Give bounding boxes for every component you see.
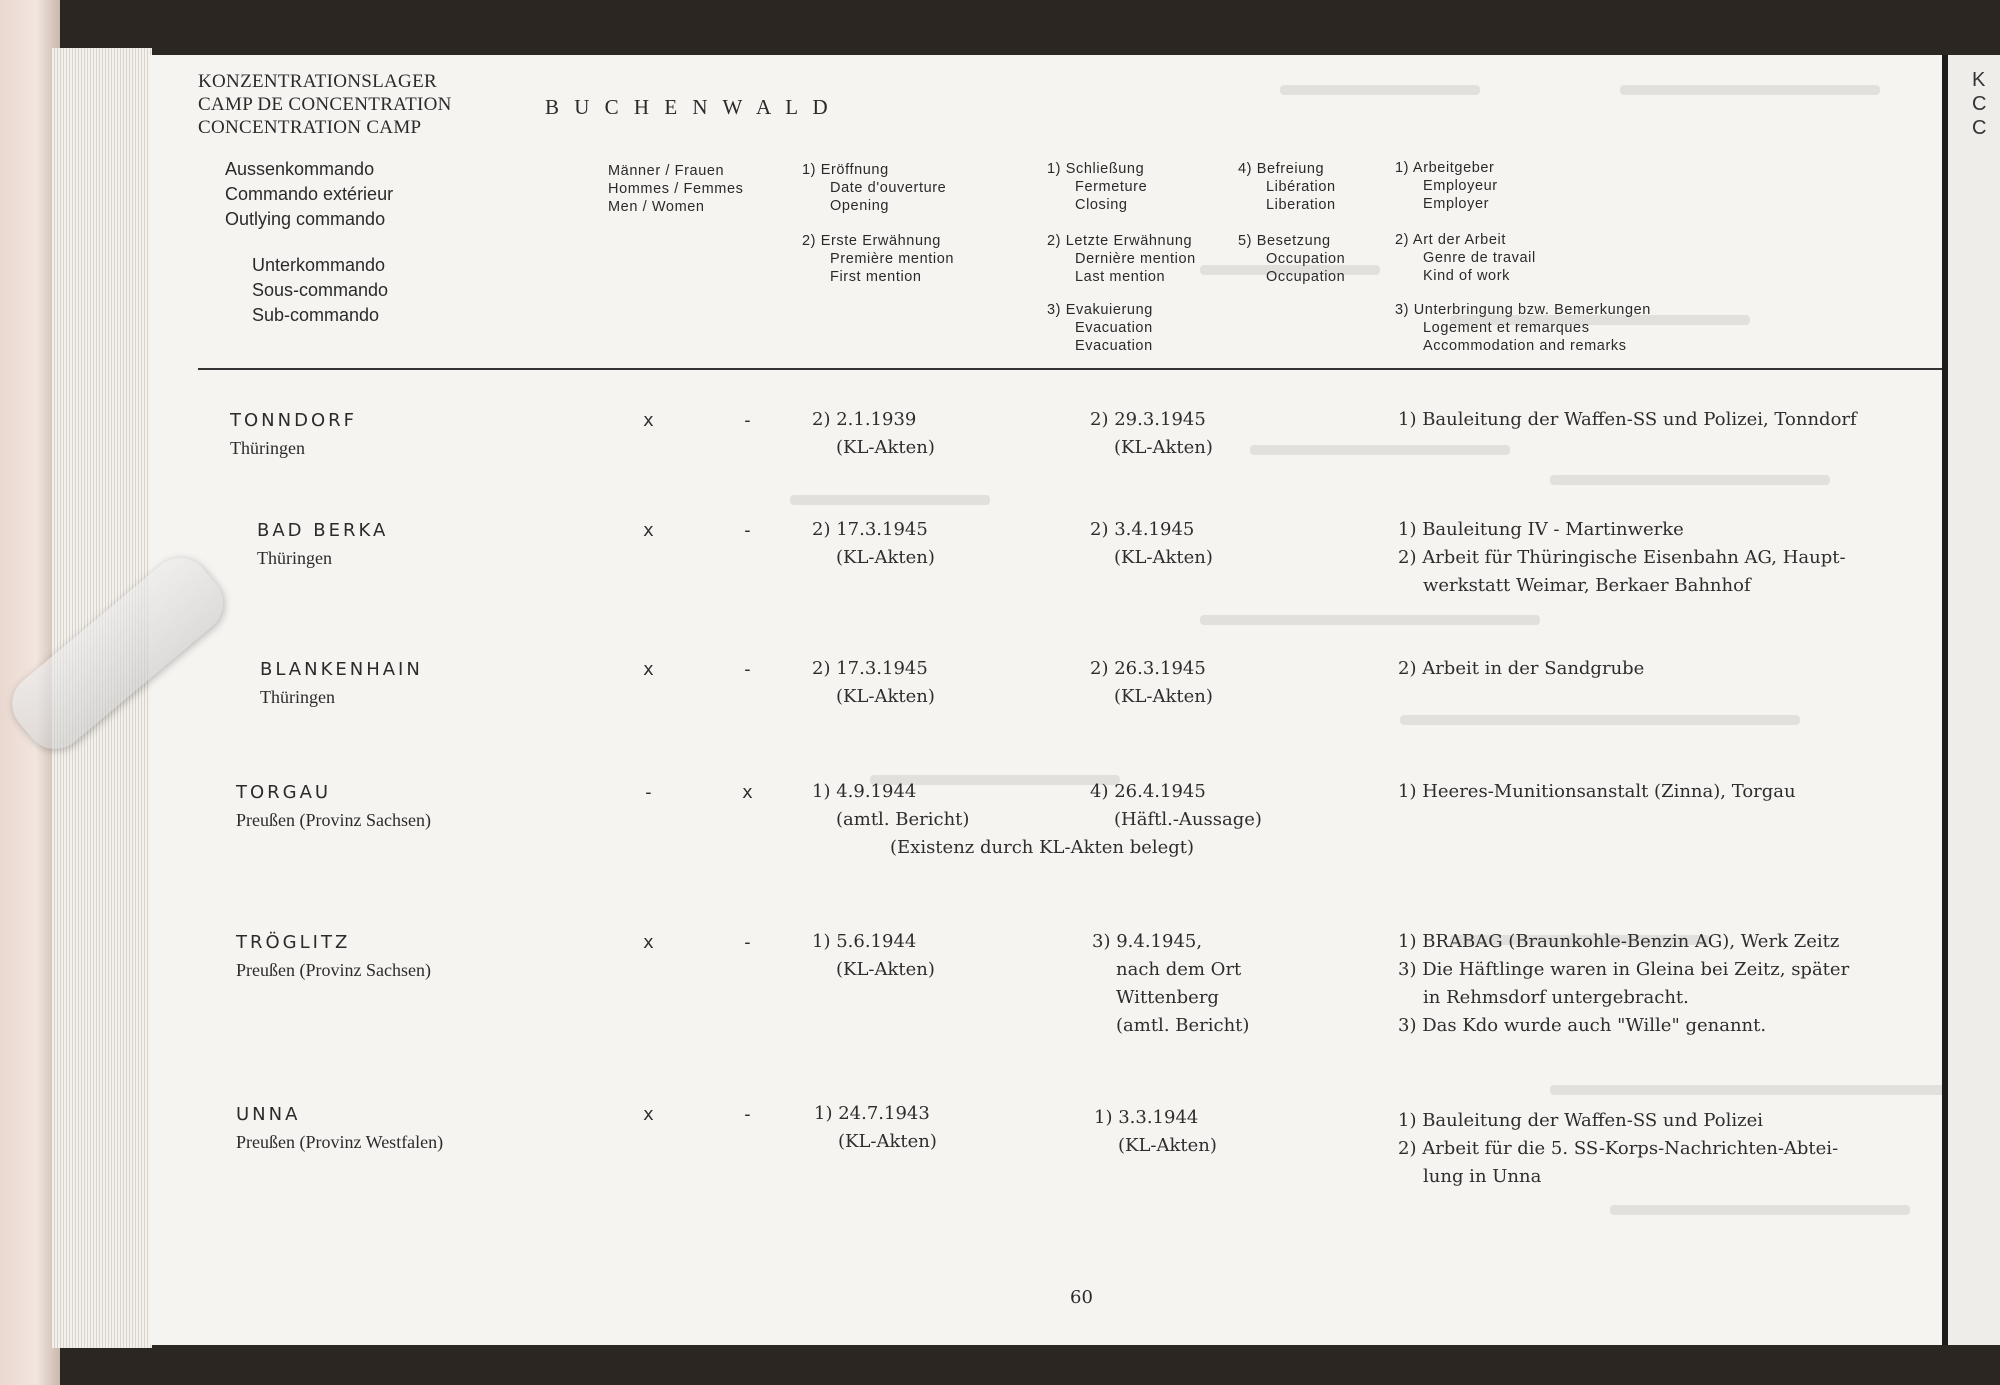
remarks-cell: 1) BRABAG (Braunkohle-Benzin AG), Werk Zeitz 3) Die Häftlinge waren in Gleina bei Zeitz, später in Rehmsdorf untergebracht. 3) Das Kdo wurde auch "Wille" genannt. (1398, 931, 1850, 1036)
liberation-header: 4) Befreiung Libération Liberation (1238, 161, 1336, 213)
men-mark: x (643, 520, 654, 541)
remarks-cell: 1) Heeres-Munitionsanstalt (Zinna), Torgau (1398, 781, 1796, 802)
remarks-cell: 1) Bauleitung IV - Martinwerke 2) Arbeit für Thüringische Eisenbahn AG, Haupt- werkstatt Weimar, Berkaer Bahnhof (1398, 519, 1846, 596)
next-page-letter: K (1972, 69, 1986, 91)
men-mark: x (643, 659, 654, 680)
women-mark: - (742, 410, 753, 431)
category-line-fr: CAMP DE CONCENTRATION (198, 94, 452, 115)
entry-region: Preußen (Provinz Sachsen) (236, 810, 431, 830)
unterkommando-en: Sub-commando (252, 305, 380, 325)
men-mark: x (643, 410, 654, 431)
category-line-en: CONCENTRATION CAMP (198, 117, 422, 138)
existence-note: (Existenz durch KL-Akten belegt) (890, 837, 1195, 858)
opening-cell: 1) 4.9.1944 (amtl. Bericht) (812, 781, 970, 830)
page-number: 60 (1070, 1287, 1093, 1308)
women-mark: x (742, 782, 753, 803)
men-mark: x (643, 1104, 654, 1125)
category-line-de: KONZENTRATIONSLAGER (198, 71, 437, 92)
last-mention-header: 2) Letzte Erwähnung Dernière mention Last mention (1047, 233, 1196, 285)
women-mark: - (742, 932, 753, 953)
first-mention-header: 2) Erste Erwähnung Première mention First mention (802, 233, 955, 285)
men-mark: x (643, 932, 654, 953)
aussenkommando-en: Outlying commando (225, 209, 386, 229)
opening-cell: 2) 17.3.1945 (KL-Akten) (812, 658, 935, 707)
aussenkommando-fr: Commando extérieur (225, 184, 394, 204)
opening-header: 1) Eröffnung Date d'ouverture Opening (802, 162, 947, 214)
entry-region: Thüringen (257, 548, 332, 568)
entry-name: BLANKENHAIN (260, 659, 423, 680)
unterkommando-de: Unterkommando (252, 255, 386, 275)
unterkommando-fr: Sous-commando (252, 280, 389, 300)
header-rule (198, 368, 1950, 370)
women-mark: - (742, 520, 753, 541)
opening-cell: 2) 2.1.1939 (KL-Akten) (812, 409, 935, 458)
aussenkommando-de: Aussenkommando (225, 159, 375, 179)
entry-name: UNNA (236, 1104, 301, 1125)
remarks-cell: 1) Bauleitung der Waffen-SS und Polizei, Tonndorf (1398, 409, 1857, 430)
opening-cell: 1) 5.6.1944 (KL-Akten) (812, 931, 935, 980)
entry-name: TRÖGLITZ (236, 932, 351, 953)
evacuation-header: 3) Evakuierung Evacuation Evacuation (1047, 302, 1153, 354)
women-mark: - (742, 659, 753, 680)
closing-cell: 3) 9.4.1945, nach dem Ort Wittenberg (amtl. Bericht) (1092, 931, 1250, 1036)
closing-cell: 2) 26.3.1945 (KL-Akten) (1090, 658, 1213, 707)
employer-header: 1) Arbeitgeber Employeur Employer (1395, 160, 1498, 212)
occupation-header: 5) Besetzung Occupation Occupation (1238, 233, 1346, 285)
next-page-letter: C (1972, 93, 1987, 115)
closing-cell: 2) 29.3.1945 (KL-Akten) (1090, 409, 1213, 458)
closing-cell: 2) 3.4.1945 (KL-Akten) (1090, 519, 1213, 568)
men-mark: - (643, 782, 654, 803)
entry-region: Preußen (Provinz Westfalen) (236, 1132, 444, 1152)
next-page-letter: C (1972, 117, 1987, 139)
entry-region: Thüringen (260, 687, 335, 707)
closing-header: 1) Schließung Fermeture Closing (1047, 161, 1148, 213)
camp-name: B U C H E N W A L D (545, 95, 833, 119)
entry-name: BAD BERKA (257, 520, 389, 541)
remarks-cell: 2) Arbeit in der Sandgrube (1398, 658, 1645, 679)
sex-columns-header: Männer / Frauen Hommes / Femmes Men / Women (608, 163, 744, 215)
entry-name: TONNDORF (230, 410, 357, 431)
opening-cell: 1) 24.7.1943 (KL-Akten) (814, 1103, 937, 1152)
book-page (150, 55, 1950, 1345)
accommodation-header: 3) Unterbringung bzw. Bemerkungen Logement et remarques Accommodation and remarks (1395, 302, 1651, 354)
remarks-cell: 1) Bauleitung der Waffen-SS und Polizei 2) Arbeit für die 5. SS-Korps-Nachrichten-Abtei- lung in Unna (1398, 1110, 1839, 1187)
entry-region: Preußen (Provinz Sachsen) (236, 960, 431, 980)
entry-name: TORGAU (236, 782, 332, 803)
entry-region: Thüringen (230, 438, 305, 458)
work-header: 2) Art der Arbeit Genre de travail Kind of work (1395, 232, 1536, 284)
women-mark: - (742, 1104, 753, 1125)
closing-cell: 1) 3.3.1944 (KL-Akten) (1094, 1107, 1217, 1156)
opening-cell: 2) 17.3.1945 (KL-Akten) (812, 519, 935, 568)
next-page-edge (1942, 55, 2000, 1345)
closing-cell: 4) 26.4.1945 (Häftl.-Aussage) (1090, 781, 1262, 830)
